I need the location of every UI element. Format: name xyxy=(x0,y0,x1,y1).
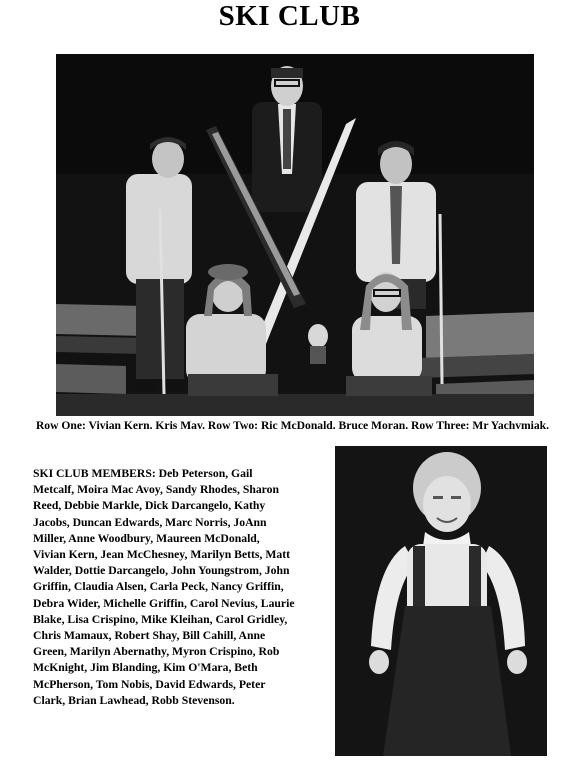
portrait-photo-illustration xyxy=(335,446,547,756)
page-title: SKI CLUB xyxy=(218,0,361,32)
group-photo-caption: Row One: Vivian Kern. Kris Mav. Row Two: Ric McDonald. Bruce Moran. Row Three: Mr Yachvmiak. xyxy=(35,419,550,432)
group-photo xyxy=(56,54,534,416)
portrait-photo xyxy=(335,446,547,756)
members-list: SKI CLUB MEMBERS: Deb Peterson, Gail Metcalf, Moira Mac Avoy, Sandy Rhodes, Sharon Reed, Debbie Markle, Dick Darcangelo, Kathy Jacobs, Duncan Edwards, Marc Norris, JoAnn Miller, Anne Woodbury, Maureen McDonald, Vivian Kern, Jean McChesney, Marilyn Betts, Matt Walder, Dottie Darcangelo, John Youngstrom, John Griffin, Claudia Alsen, Carla Peck, Nancy Griffin, Debra Wider, Michelle Griffin, Carol Nevius, Laurie Blake, Lisa Crispino, Mike Kleihan, Carol Gridley, Chris Mamaux, Robert Shay, Bill Cahill, Anne Green, Marilyn Abernathy, Myron Crispino, Rob McKnight, Jim Blanding, Kim O'Mara, Beth McPherson, Tom Nobis, David Edwards, Peter Clark, Brian Lawhead, Robb Stevenson. xyxy=(33,467,295,707)
group-photo-illustration xyxy=(56,54,534,416)
